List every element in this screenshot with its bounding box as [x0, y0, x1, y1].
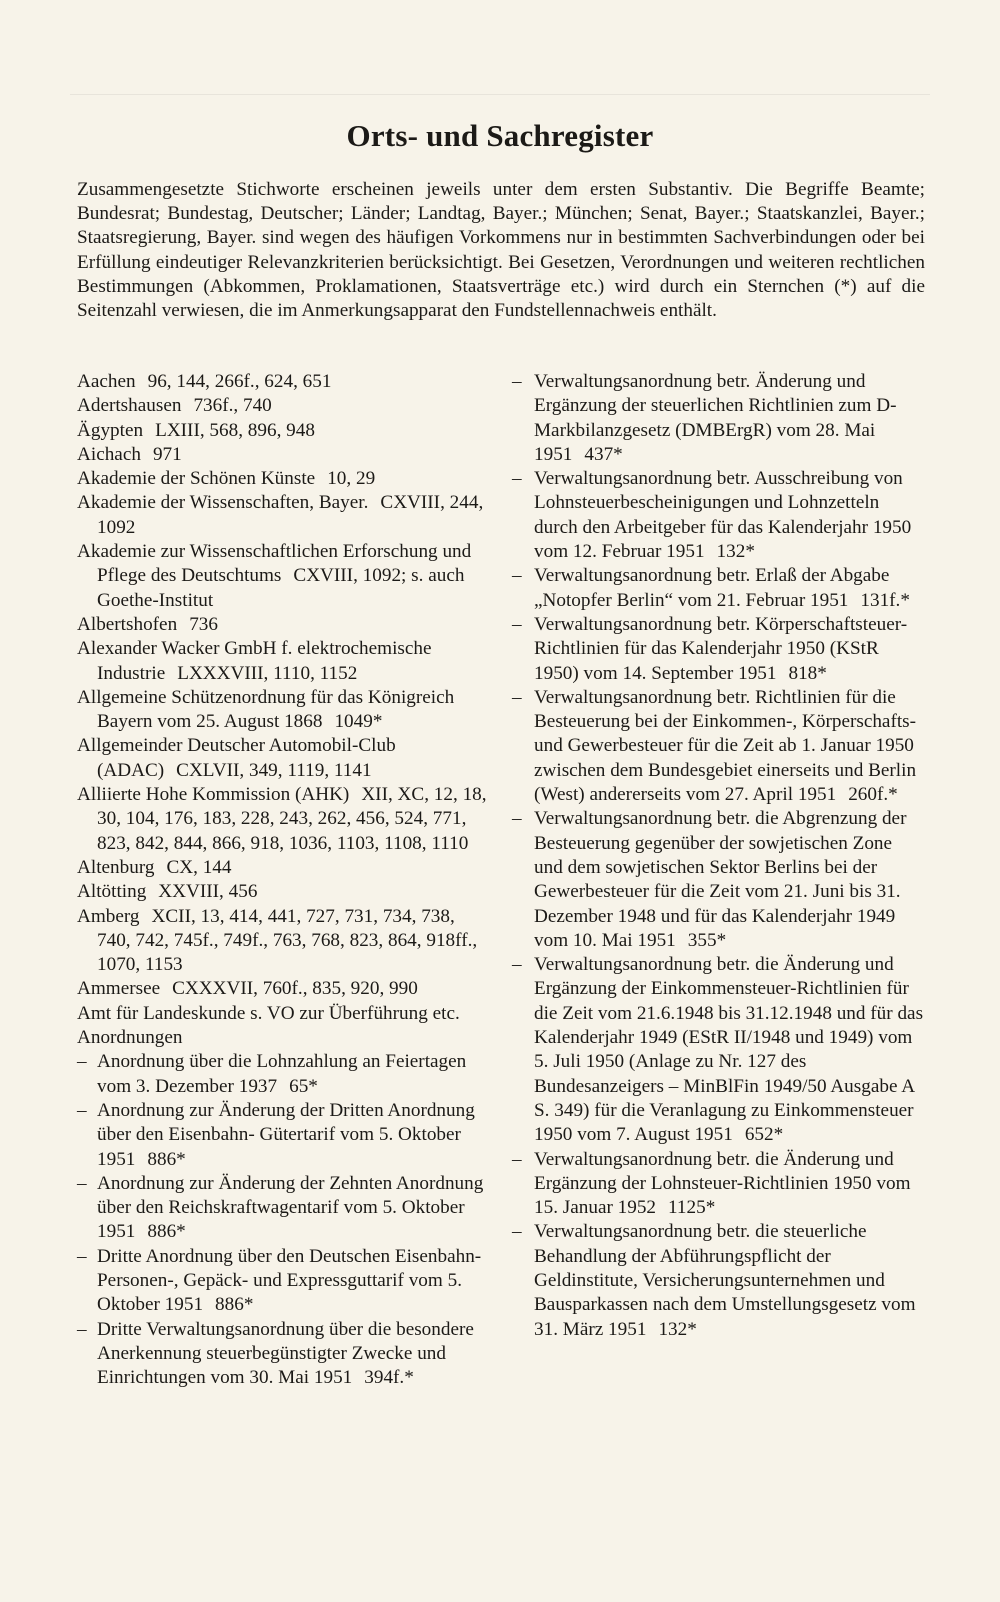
page-title: Orts- und Sachregister — [346, 118, 654, 153]
entry-term: Ammersee — [77, 978, 161, 1000]
entry-pages: XCII, 13, 414, 441, 727, 731, 734, 738, 740, 742, 745f., 749f., 763, 768, 823, 864, 918ff., 1070, 1153 — [97, 905, 478, 976]
index-subentry — [512, 1148, 925, 1221]
index-entry — [77, 783, 487, 856]
entry-pages: 886* — [215, 1294, 254, 1316]
left-sub-entries — [77, 1050, 487, 1390]
entry-pages: 652* — [744, 1124, 784, 1146]
entry-term: Anordnung zur Änderung der Dritten Anordnung über den Eisenbahn- Gütertarif vom 5. Oktober 1951 — [97, 1099, 475, 1170]
index-subentry — [512, 686, 925, 807]
entry-pages: CXVIII, 244, 1092 — [97, 492, 484, 538]
entry-term: Adertshausen — [77, 395, 182, 417]
entry-term: Ägypten — [77, 419, 144, 441]
entry-pages: 10, 29 — [327, 468, 376, 490]
left-column — [77, 370, 487, 1390]
index-entry — [77, 394, 487, 418]
entry-term: Altötting — [77, 881, 147, 903]
entry-term: Anordnungen — [77, 1027, 183, 1049]
dash-marker: – — [77, 1318, 87, 1340]
entry-pages: 971 — [152, 443, 182, 465]
entry-pages: 65* — [289, 1075, 318, 1097]
entry-term: Alexander Wacker GmbH f. elektrochemische Industrie — [77, 638, 432, 684]
entry-pages: CX, 144 — [166, 856, 232, 878]
index-entry — [77, 419, 487, 443]
entry-term: Verwaltungsanordnung betr. die Abgrenzung der Besteuerung gegenüber der sowjetischen Zone und dem sowjetischen Sektor Berlins bei der Gewerbesteuer für die Zeit vom 21. Juni bis 31. Dezember 1948 und für das Kalenderjahr 1949 vom 10. Mai 1951 — [534, 808, 907, 951]
index-entry — [77, 686, 487, 735]
entry-term: Amberg — [77, 905, 140, 927]
entry-term: Alliierte Hohe Kommission (AHK) — [77, 784, 350, 806]
entry-pages: 818* — [788, 662, 827, 684]
entry-term: Akademie der Schönen Künste — [77, 468, 316, 490]
dash-marker: – — [77, 1172, 87, 1194]
entry-term: Akademie zur Wissenschaftlichen Erforschung und Pflege des Deutschtums — [77, 541, 472, 587]
left-main-entries — [77, 370, 487, 1050]
entry-term: Akademie der Wissenschaften, Bayer. — [77, 492, 369, 514]
entry-pages: 132* — [658, 1318, 697, 1340]
entry-term: Verwaltungsanordnung betr. die steuerliche Behandlung der Abführungspflicht der Geldinstitute, Versicherungsunternehmen und Bausparkassen nach dem Umstellungsgesetz vom 31. März 1951 — [534, 1221, 916, 1340]
index-subentry — [512, 467, 925, 564]
entry-pages: 394f.* — [364, 1367, 414, 1389]
index-entry — [77, 905, 487, 978]
dash-marker: – — [512, 1221, 522, 1243]
entry-pages: 355* — [687, 929, 727, 951]
index-subentry — [512, 564, 925, 613]
entry-term: Verwaltungsanordnung betr. Körperschaftsteuer-Richtlinien für das Kalenderjahr 1950 (KStR 1950) vom 14. September 1951 — [534, 613, 908, 684]
entry-pages: 736 — [189, 613, 218, 635]
entry-pages: 736f., 740 — [193, 395, 272, 417]
entry-pages: CXXXVII, 760f., 835, 920, 990 — [172, 978, 418, 1000]
entry-term: Aachen — [77, 371, 136, 392]
intro-paragraph: Zusammengesetzte Stichworte erscheinen jeweils unter dem ersten Substantiv. Die Begriffe Beamte; Bundesrat; Bundestag, Deutscher; Länder; Landtag, Bayer.; München; Senat, Bayer.; Staatskanzlei, Bayer.; Staatsregierung, Bayer. sind wegen des häufigen Vorkommens nur in bestimmten Sachverbindungen oder bei Erfüllung eindeutiger Relevanzkriterien berücksichtigt. Bei Gesetzen, Verordnungen und weiteren rechtlichen Bestimmungen (Abkommen, Proklamationen, Staatsverträge etc.) wird durch ein Sternchen (*) auf die Seitenzahl verwiesen, die im Anmerkungsapparat den Fundstellennachweis enthält. — [77, 179, 925, 322]
entry-term: Anordnung zur Änderung der Zehnten Anordnung über den Reichskraftwagentarif vom 5. Oktober 1951 — [97, 1172, 484, 1243]
index-entry — [77, 540, 487, 613]
right-column — [512, 370, 925, 1342]
index-entry — [77, 1026, 487, 1050]
entry-term: Verwaltungsanordnung betr. Ausschreibung von Lohnsteuerbescheinigungen und Lohnzetteln durch den Arbeitgeber für das Kalenderjahr 1950 vom 12. Februar 1951 — [534, 468, 912, 563]
index-entry — [77, 880, 487, 904]
dash-marker: – — [77, 1245, 87, 1267]
entry-term: Verwaltungsanordnung betr. Änderung und Ergänzung der steuerlichen Richtlinien zum D-Markbilanzgesetz (DMBErgR) vom 28. Mai 1951 — [534, 371, 897, 465]
entry-term: Aichach — [77, 443, 141, 465]
dash-marker: – — [512, 1148, 522, 1170]
index-subentry — [77, 1099, 487, 1172]
index-entry — [77, 734, 487, 783]
entry-pages: 260f.* — [848, 784, 898, 806]
entry-pages: 1049* — [334, 711, 383, 733]
index-entry — [77, 613, 487, 637]
entry-term: Verwaltungsanordnung betr. die Änderung und Ergänzung der Lohnsteuer-Richtlinien 1950 vom 15. Januar 1952 — [534, 1148, 911, 1219]
entry-term: Altenburg — [77, 856, 155, 878]
entry-term: Albertshofen — [77, 613, 178, 635]
index-subentry — [512, 370, 925, 467]
entry-pages: CXVIII, 1092; s. auch Goethe-Institut — [97, 565, 465, 611]
dash-marker: – — [77, 1099, 87, 1121]
dash-marker: – — [512, 954, 522, 976]
entry-term: Allgemeine Schützenordnung für das Königreich Bayern vom 25. August 1868 — [77, 686, 455, 733]
index-entry — [77, 856, 487, 880]
entry-term: Dritte Verwaltungsanordnung über die besondere Anerkennung steuerbegünstigter Zwecke und Einrichtungen vom 30. Mai 1951 — [97, 1318, 474, 1389]
index-entry — [77, 491, 487, 540]
dash-marker: – — [512, 468, 522, 490]
index-entry — [77, 467, 487, 491]
entry-term: Verwaltungsanordnung betr. die Änderung und Ergänzung der Einkommensteuer-Richtlinien für die Zeit vom 21.6.1948 bis 31.12.1948 und für das Kalenderjahr 1949 (EStR II/1948 und 1949) vom 5. Juli 1950 (Anlage zu Nr. 127 des Bundesanzeigers – MinBlFin 1949/50 Ausgabe A S. 349) für die Veranlagung zu Einkommensteuer 1950 vom 7. August 1951 — [534, 954, 924, 1146]
entry-pages: 886* — [147, 1221, 186, 1243]
entry-pages: CXLVII, 349, 1119, 1141 — [176, 759, 372, 781]
entry-term: Allgemeinder Deutscher Automobil-Club (ADAC) — [77, 735, 396, 781]
entry-pages: XII, XC, 12, 18, 30, 104, 176, 183, 228, 243, 262, 456, 524, 771, 823, 842, 844, 866, 918, 1036, 1103, 1108, 1110 — [97, 784, 487, 854]
entry-term: Verwaltungsanordnung betr. Richtlinien für die Besteuerung bei der Einkommen-, Körperschafts- und Gewerbesteuer für die Zeit ab 1. Januar 1950 zwischen dem Bundesgebiet einerseits und Berlin (West) andererseits vom 27. April 1951 — [534, 686, 917, 806]
dash-marker: – — [512, 808, 522, 830]
index-entry — [77, 370, 487, 394]
page-header-rule — [70, 78, 930, 95]
entry-pages: 437* — [584, 443, 623, 465]
index-subentry — [77, 1245, 487, 1318]
entry-term: Anordnung über die Lohnzahlung an Feiertagen vom 3. Dezember 1937 — [97, 1051, 467, 1097]
entry-term: Dritte Anordnung über den Deutschen Eisenbahn-Personen-, Gepäck- und Expressguttarif vom 5. Oktober 1951 — [97, 1245, 482, 1316]
index-entry — [77, 977, 487, 1001]
entry-pages: 1125* — [668, 1197, 716, 1219]
dash-marker: – — [512, 613, 522, 635]
dash-marker: – — [512, 565, 522, 587]
index-subentry — [77, 1050, 487, 1099]
entry-pages: XXVIII, 456 — [158, 881, 258, 903]
index-subentry — [77, 1172, 487, 1245]
entry-pages: 132* — [716, 541, 755, 563]
dash-marker: – — [512, 371, 522, 392]
index-subentry — [512, 1220, 925, 1341]
entry-pages: 131f.* — [860, 589, 910, 611]
entry-term: Verwaltungsanordnung betr. Erlaß der Abgabe „Notopfer Berlin“ vom 21. Februar 1951 — [534, 565, 890, 611]
index-entry — [77, 637, 487, 686]
index-subentry — [512, 953, 925, 1147]
dash-marker: – — [77, 1051, 87, 1073]
entry-term: Amt für Landeskunde s. VO zur Überführung etc. — [77, 1002, 460, 1024]
index-subentry — [77, 1318, 487, 1391]
dash-marker: – — [512, 686, 522, 708]
entry-pages: 886* — [147, 1148, 186, 1170]
entry-pages: 96, 144, 266f., 624, 651 — [147, 371, 332, 392]
entry-pages: LXXXVIII, 1110, 1152 — [177, 662, 358, 684]
entry-pages: LXIII, 568, 896, 948 — [155, 419, 315, 441]
index-subentry — [512, 613, 925, 686]
index-entry — [77, 1002, 487, 1026]
index-entry — [77, 443, 487, 467]
index-subentry — [512, 807, 925, 953]
